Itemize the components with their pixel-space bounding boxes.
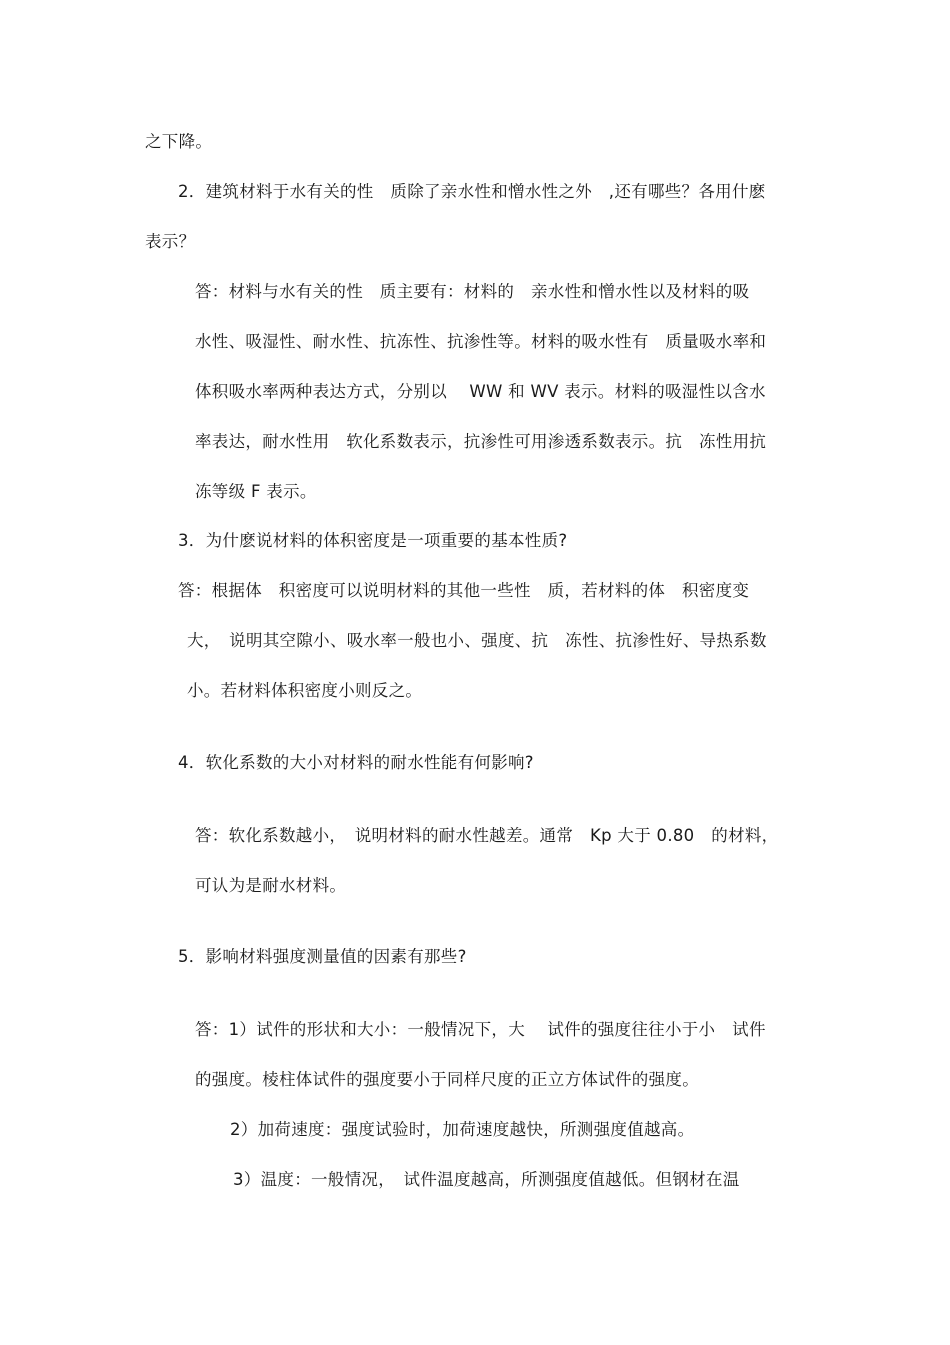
answer-line: 2）加荷速度：强度试验时，加荷速度越快，所测强度值越高。 <box>230 1120 695 1139</box>
question-heading: 5．影响材料强度测量值的因素有那些? <box>178 947 467 966</box>
answer-line: 冻等级 F 表示。 <box>195 482 317 501</box>
answer-line: 答：1）试件的形状和大小：一般情况下，大 试件的强度往往小于小 试件 <box>195 1020 766 1039</box>
answer-line: 体积吸水率两种表达方式，分别以 WW 和 WV 表示。材料的吸湿性以含水 <box>195 382 766 401</box>
text-line: 表示？ <box>145 232 196 251</box>
answer-line: 答：根据体 积密度可以说明材料的其他一些性 质，若材料的体 积密度变 <box>178 581 750 600</box>
answer-line: 的强度。棱柱体试件的强度要小于同样尺度的正立方体试件的强度。 <box>195 1070 699 1089</box>
answer-line: 可认为是耐水材料。 <box>195 876 347 895</box>
question-heading: 4．软化系数的大小对材料的耐水性能有何影响? <box>178 753 534 772</box>
answer-line: 水性、吸湿性、耐水性、抗冻性、抗渗性等。材料的吸水性有 质量吸水率和 <box>195 332 767 351</box>
text-line: 之下降。 <box>145 132 213 151</box>
question-heading: 2．建筑材料于水有关的性 质除了亲水性和憎水性之外 ,还有哪些？各用什麽 <box>178 182 766 201</box>
answer-line: 率表达，耐水性用 软化系数表示，抗渗性可用渗透系数表示。抗 冻性用抗 <box>195 432 767 451</box>
answer-line: 答：软化系数越小， 说明材料的耐水性越差。通常 Kp 大于 0.80 的材料， <box>195 826 779 845</box>
answer-line: 答：材料与水有关的性 质主要有：材料的 亲水性和憎水性以及材料的吸 <box>195 282 750 301</box>
question-heading: 3．为什麽说材料的体积密度是一项重要的基本性质? <box>178 531 568 550</box>
answer-line: 3）温度：一般情况， 试件温度越高，所测强度值越低。但钢材在温 <box>233 1170 740 1189</box>
answer-line: 大， 说明其空隙小、吸水率一般也小、强度、抗 冻性、抗渗性好、导热系数 <box>187 631 767 650</box>
answer-line: 小。若材料体积密度小则反之。 <box>187 681 423 700</box>
